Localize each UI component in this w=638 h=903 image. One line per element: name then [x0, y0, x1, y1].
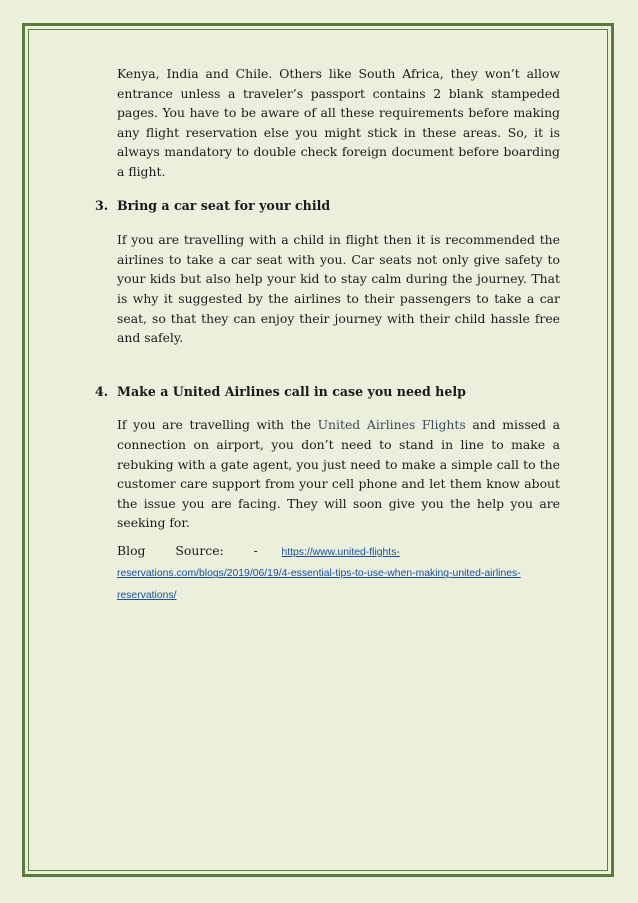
section-4-text-end: and missed a connection on airport, you don’t need to stand in line to make a rebuking with a gate agent, you just need to make a simple call to the customer care support from your cell phone and let them know about the issue you are facing. They will soon give you the help you are seeking for. [117, 417, 560, 531]
section-4-text-start: If you are travelling with the [117, 417, 318, 433]
section-4-title: Make a United Airlines call in case you need help [117, 383, 466, 399]
section-4-number: 4. [95, 383, 109, 399]
blog-source-label: Blog Source: - [117, 542, 258, 558]
section-4-paragraph [117, 415, 560, 533]
section-3-heading [95, 196, 560, 216]
united-airlines-flights-link[interactable]: United Airlines Flights [317, 417, 466, 433]
section-3-title: Bring a car seat for your child [117, 197, 331, 213]
blog-source-link[interactable]: https://www.united-flights-reservations.com/blogs/2019/06/19/4-essential-tips-to-use-when-making-united-airlines-reservations/ [117, 546, 521, 602]
intro-paragraph: Kenya, India and Chile. Others like South Africa, they won’t allow entrance unless a traveler’s passport contains 2 blank stampeded pages. You have to be aware of all these requirements before making any flight reservation else you might stick in these areas. So, it is always mandatory to double check foreign document before boarding a flight. [117, 66, 560, 179]
section-3-paragraph: If you are travelling with a child in flight then it is recommended the airlines to take a car seat with you. Car seats not only give safety to your kids but also help your kid to stay calm during the journey. That is why it suggested by the airlines to their passengers to take a car seat, so that they can enjoy their journey with their child hassle free and safely. [117, 232, 560, 346]
section-3-number: 3. [95, 197, 109, 213]
document-body [95, 64, 560, 606]
blog-source [117, 541, 560, 606]
section-4-heading [95, 382, 560, 402]
